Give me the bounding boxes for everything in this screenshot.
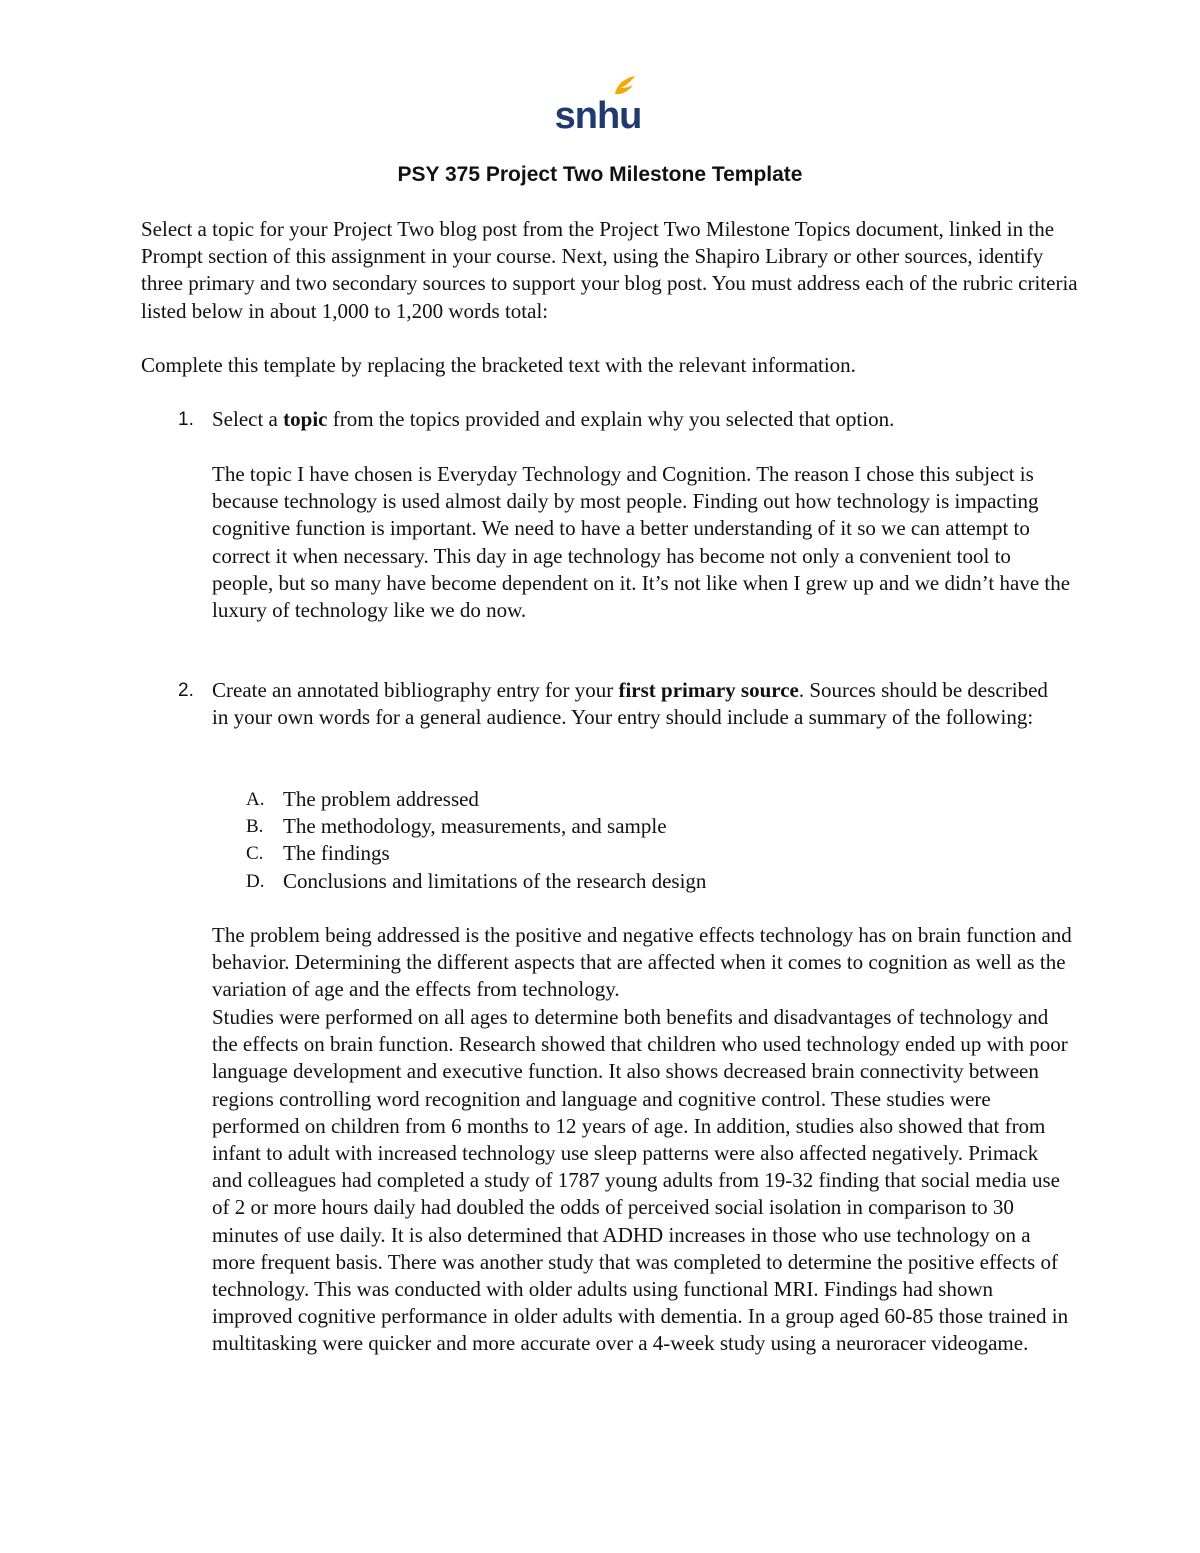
list-number: 2. — [178, 680, 194, 701]
topic-answer: The topic I have chosen is Everyday Technology and Cognition. The reason I chose this subject is because technology is used almost daily by most people. Finding out how technology is impacting cognitive function is important. We need to have a better understanding of it so we can attempt to correct it when necessary. This day in age technology has become not only a convenient tool to people, but so many have become dependent on it. It’s not like when I grew up and we didn’t have the luxury of technology like we do now. — [212, 462, 1071, 623]
snhu-logo — [553, 72, 643, 134]
bold-term: first primary source — [618, 678, 799, 702]
criteria-item: B. The methodology, measurements, and sample — [246, 814, 667, 839]
intro-paragraph: Select a topic for your Project Two blog post from the Project Two Milestone Topics document, linked in the Prompt section of this assignment in your course. Next, using the Shapiro Library or other sources, identify three primary and two secondary sources to support your blog post. You must address each of the rubric criteria listed below in about 1,000 to 1,200 words total: — [141, 217, 1078, 323]
instruction-paragraph: Complete this template by replacing the bracketed text with the relevant information. — [141, 353, 856, 377]
list-number: 1. — [178, 409, 194, 430]
list-item-text: Select a topic from the topics provided and explain why you selected that option. — [212, 407, 895, 431]
criteria-item: D. Conclusions and limitations of the research design — [246, 868, 707, 893]
list-item-text: Create an annotated bibliography entry for your first primary source. Sources should be described in your own words for a general audience. Your entry should include a summary of the following: — [212, 678, 1048, 730]
source-answer-problem: The problem being addressed is the positive and negative effects technology has on brain function and behavior. Determining the different aspects that are affected when it comes to cognition as well as the variation of age and the effects from technology. — [212, 923, 1072, 1002]
source-answer-studies: Studies were performed on all ages to determine both benefits and disadvantages of technology and the effects on brain function. Research showed that children who used technology ended up with poor language development and executive function. It also shows decreased brain connectivity between regions controlling word recognition and language and cognitive control. These studies were performed on children from 6 months to 12 years of age. In addition, studies also showed that from infant to adult with increased technology use sleep patterns were also affected negatively. Primack and colleagues had completed a study of 1787 young adults from 19-32 finding that social media use of 2 or more hours daily had doubled the odds of perceived social isolation in comparison to 30 minutes of use daily. It is also determined that ADHD increases in those who use technology on a more frequent basis. There was another study that was completed to determine the positive effects of technology. This was conducted with older adults using functional MRI. Findings had shown improved cognitive performance in older adults with dementia. In a group aged 60-85 those trained in multitasking were quicker and more accurate over a 4-week study using a neuroracer videogame. — [212, 1005, 1069, 1356]
bold-term: topic — [283, 407, 328, 431]
criteria-item: A. The problem addressed — [246, 787, 479, 811]
svg-text:snhu: snhu — [554, 95, 642, 134]
snhu-logo-image — [553, 72, 643, 134]
criteria-item: C. The findings — [246, 841, 390, 866]
page-title: PSY 375 Project Two Milestone Template — [397, 163, 803, 186]
summary-criteria-list — [212, 786, 1072, 895]
